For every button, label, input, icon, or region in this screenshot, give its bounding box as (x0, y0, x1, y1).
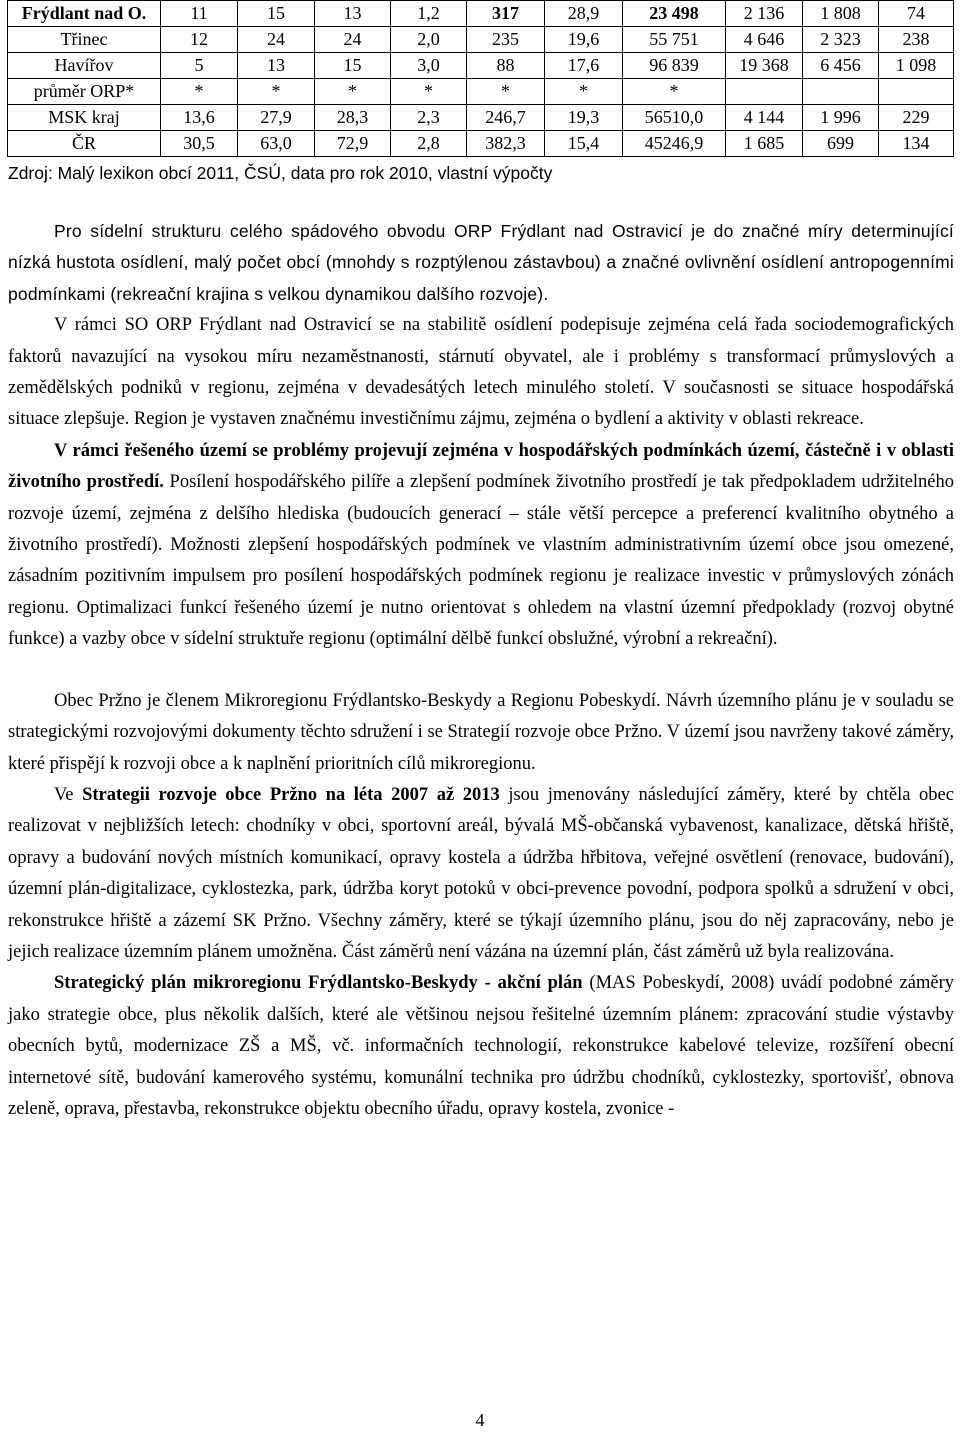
paragraph-strategy (8, 780, 954, 968)
table-row-label: Frýdlant nad O. (8, 1, 161, 27)
table-cell (726, 79, 803, 105)
table-cell: 246,7 (467, 105, 545, 131)
table-cell (879, 79, 954, 105)
table-cell: 1 098 (879, 53, 954, 79)
table-cell: * (545, 79, 623, 105)
table-cell: 235 (467, 27, 545, 53)
table-cell: 23 498 (623, 1, 726, 27)
table-cell: * (623, 79, 726, 105)
paragraph-problems-text: Posílení hospodářského pilíře a zlepšení podmínek životního prostředí je tak předpokladem udržitelného rozvoje území, zejména z delšího hlediska (budoucích generací – stále větší percepce a preferencí kvalitního obytného a životního prostředí). Možnosti zlepšení hospodářských podmínek ve vlastním administrativním území obce jsou omezené, zásadním pozitivním impulsem pro posílení hospodářských podmínek regionu je realizace investic v průmyslových zónách regionu. Optimalizaci funkcí řešeného území je nutno orientovat s ohledem na vlastní územní předpoklady (rozvoj obytné funkce) a vazby obce v sídelní struktuře regionu (optimální dělbě funkcí obslužné, výrobní a rekreační). (8, 472, 955, 650)
table-cell: 19,3 (545, 105, 623, 131)
table-cell: 2,8 (391, 131, 467, 157)
table-cell: 2 323 (803, 27, 879, 53)
table-cell: 1,2 (391, 1, 467, 27)
table-cell: 1 808 (803, 1, 879, 27)
table-row-label: Třinec (8, 27, 161, 53)
table-cell: 15,4 (545, 131, 623, 157)
table-cell: 15 (315, 53, 391, 79)
table-cell: 229 (879, 105, 954, 131)
table-cell: 24 (315, 27, 391, 53)
table-cell: 382,3 (467, 131, 545, 157)
table-cell: 1 996 (803, 105, 879, 131)
table-row (8, 1, 954, 27)
table-row (8, 79, 954, 105)
table-cell: 4 646 (726, 27, 803, 53)
document-body (8, 216, 954, 1125)
table-row (8, 27, 954, 53)
paragraph-settlement-structure: Pro sídelní strukturu celého spádového obvodu ORP Frýdlant nad Ostravicí je do značné míry determinující nízká hustota osídlení, malý počet obcí (mnohdy s rozptýlenou zástavbou) a značné ovlivnění osídlení antropogenními podmínkami (rekreační krajina s velkou dynamikou dalšího rozvoje). (8, 221, 954, 304)
table-source-note: Zdroj: Malý lexikon obcí 2011, ČSÚ, data pro rok 2010, vlastní výpočty (8, 163, 553, 183)
table-cell: 11 (161, 1, 238, 27)
table-cell: 27,9 (238, 105, 315, 131)
table-cell: 2 136 (726, 1, 803, 27)
table-cell: 30,5 (161, 131, 238, 157)
paragraph-socio-demographic: V rámci SO ORP Frýdlant nad Ostravicí se na stabilitě osídlení podepisuje zejména celá řada sociodemografických faktorů navazující na vysokou míru nezaměstnanosti, stárnutí obyvatel, ale i problémy s transformací průmyslových a zemědělských podniků v regionu, zejména v devadesátých letech minulého století. V současnosti se situace hospodářská situace zlepšuje. Region je vystaven značnému investičnímu zájmu, zejména o bydlení a aktivity v oblasti rekreace. (8, 315, 954, 430)
table-cell: 1 685 (726, 131, 803, 157)
table-cell: 88 (467, 53, 545, 79)
table-cell: 12 (161, 27, 238, 53)
table-cell: 238 (879, 27, 954, 53)
table-cell: 17,6 (545, 53, 623, 79)
paragraph-problems-bold: V rámci řešeného území se problémy projevují zejména v hospodářských podmínkách území, částečně i v oblasti životního prostředí. (8, 440, 954, 493)
table-row-label: Havířov (8, 53, 161, 79)
paragraph-strategy-bold: Strategii rozvoje obce Pržno na léta 2007 až 2013 (82, 784, 500, 805)
table-cell: * (391, 79, 467, 105)
paragraph-action-plan-text: (MAS Pobeskydí, 2008) uvádí podobné záměry jako strategie obce, plus několik dalších, které ale většinou nejsou řešitelné územním plánem: zpracování studie výstavby obecních bytů, modernizace ZŠ a MŠ, vč. informačních technologií, rekonstrukce kabelové televize, rozšíření obecní internetové sítě, budování kamerového systému, komunální technika pro údržbu chodníků, cyklostezky, sportovišť, obnova zeleně, oprava, přestavba, rekonstrukce objektu obecního úřadu, opravy kostela, zvonice - (8, 973, 954, 1119)
table-cell: 6 456 (803, 53, 879, 79)
table-cell: 5 (161, 53, 238, 79)
table-cell: 13 (315, 1, 391, 27)
paragraph-problems (8, 436, 954, 656)
table-cell: 134 (879, 131, 954, 157)
table-cell (803, 79, 879, 105)
table-cell: 19 368 (726, 53, 803, 79)
page-number: 4 (475, 1410, 485, 1430)
table-row-label: ČR (8, 131, 161, 157)
table-cell: 15 (238, 1, 315, 27)
statistics-table (7, 0, 954, 157)
paragraph-action-plan (8, 968, 954, 1125)
table-cell: 3,0 (391, 53, 467, 79)
table-cell: 2,0 (391, 27, 467, 53)
table-cell: 24 (238, 27, 315, 53)
table-cell: 56510,0 (623, 105, 726, 131)
table-cell: * (467, 79, 545, 105)
table-cell: * (315, 79, 391, 105)
table-row-label: průměr ORP* (8, 79, 161, 105)
table-cell: 28,9 (545, 1, 623, 27)
table-cell: 699 (803, 131, 879, 157)
paragraph-gap (8, 656, 954, 686)
table-cell: 4 144 (726, 105, 803, 131)
table-cell: 28,3 (315, 105, 391, 131)
table-cell: 317 (467, 1, 545, 27)
table-row-label: MSK kraj (8, 105, 161, 131)
table-cell: 45246,9 (623, 131, 726, 157)
table-row (8, 131, 954, 157)
table-cell: 13,6 (161, 105, 238, 131)
table-row (8, 105, 954, 131)
table-row (8, 53, 954, 79)
table-cell: * (161, 79, 238, 105)
table-cell: 2,3 (391, 105, 467, 131)
table-cell: * (238, 79, 315, 105)
table-cell: 55 751 (623, 27, 726, 53)
paragraph-microregion: Obec Pržno je členem Mikroregionu Frýdlantsko-Beskydy a Regionu Pobeskydí. Návrh územního plánu je v souladu se strategickými rozvojovými dokumenty těchto sdružení i se Strategií rozvoje obce Pržno. V území jsou navrženy takové záměry, které přispějí k rozvoji obce a k naplnění prioritních cílů mikroregionu. (8, 690, 954, 774)
table-cell: 74 (879, 1, 954, 27)
table-cell: 13 (238, 53, 315, 79)
table-cell: 63,0 (238, 131, 315, 157)
table-cell: 72,9 (315, 131, 391, 157)
paragraph-strategy-text: jsou jmenovány následující záměry, které by chtěla obec realizovat v nejbližších letech: chodníky v obci, sportovní areál, bývalá MŠ-občanská vybavenost, kanalizace, dětská hřiště, opravy a budování nových místních komunikací, opravy kostela a údržba hřbitova, veřejné osvětlení (renovace, budování), územní plán-digitalizace, cyklostezka, park, údržba koryt potoků v obci-prevence povodní, podpora spolků a sdružení v obci, rekonstrukce hřiště a zázemí SK Pržno. Všechny záměry, které se týkají územního plánu, jsou do něj zapracovány, nebo je jejich realizace územním plánem umožněna. Část záměrů není vázána na územní plán, část záměrů už byla realizována. (8, 784, 954, 962)
table-cell: 96 839 (623, 53, 726, 79)
paragraph-action-plan-bold: Strategický plán mikroregionu Frýdlantsko-Beskydy - akční plán (54, 973, 583, 994)
table-cell: 19,6 (545, 27, 623, 53)
paragraph-strategy-pre: Ve (54, 784, 83, 805)
